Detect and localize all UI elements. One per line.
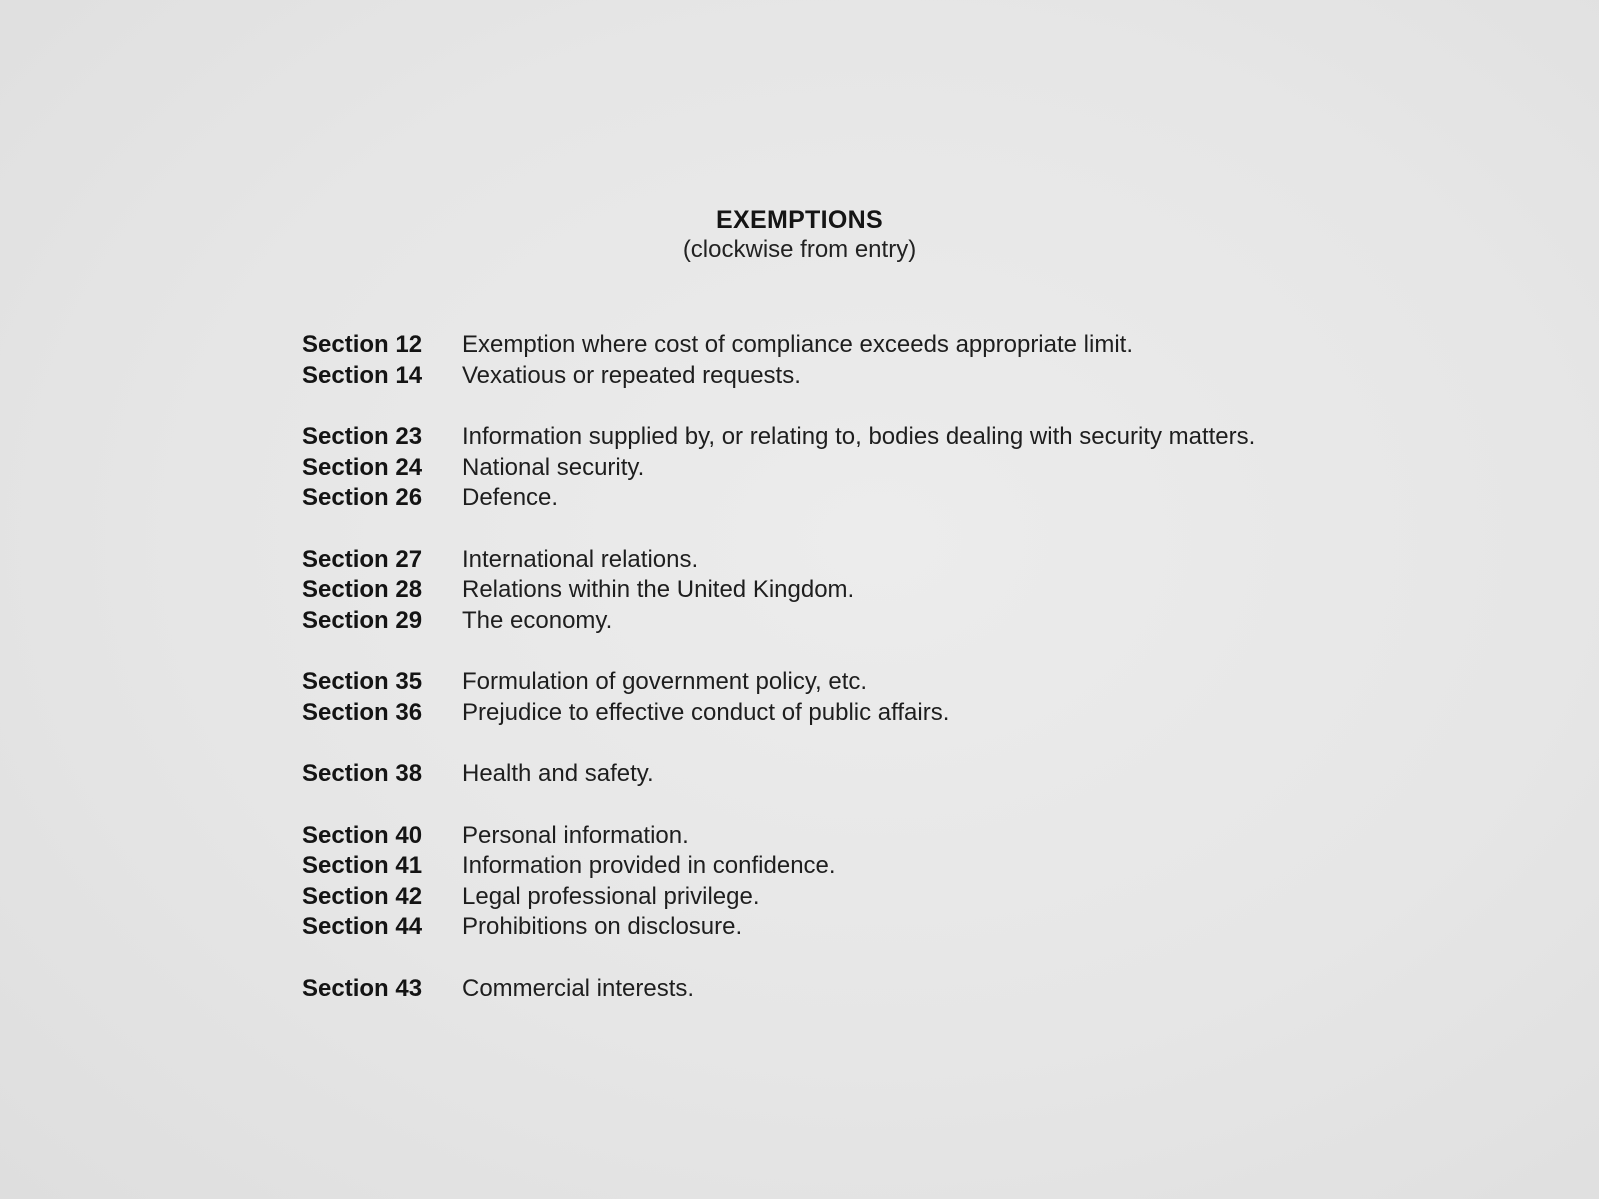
exemption-group	[302, 422, 1402, 514]
section-number: Section 38	[302, 760, 423, 788]
exemption-row	[302, 606, 1402, 637]
exemption-row	[302, 851, 1402, 882]
section-description: Information provided in confidence.	[462, 852, 836, 880]
section-number: Section 35	[302, 668, 423, 696]
section-number: Section 41	[302, 852, 423, 880]
exemption-row	[302, 912, 1402, 943]
section-description: Vexatious or repeated requests.	[462, 361, 801, 389]
heading-block	[0, 205, 1599, 265]
section-number: Section 24	[302, 453, 423, 481]
section-number: Section 44	[302, 913, 423, 941]
section-number: Section 14	[302, 361, 423, 389]
section-description: Health and safety.	[462, 760, 654, 788]
section-description: Personal information.	[462, 821, 689, 849]
exemption-group	[302, 545, 1402, 637]
page-title: EXEMPTIONS	[716, 206, 883, 234]
exemption-group	[302, 974, 1402, 1005]
exemption-row	[302, 759, 1402, 790]
section-number: Section 29	[302, 606, 423, 634]
section-description: International relations.	[462, 545, 699, 573]
exemption-row	[302, 545, 1402, 576]
exemption-group	[302, 759, 1402, 790]
page-subtitle: (clockwise from entry)	[682, 236, 917, 263]
exemption-row	[302, 361, 1402, 392]
section-description: Relations within the United Kingdom.	[462, 576, 855, 604]
exemptions-list	[302, 330, 1402, 1035]
section-description: Commercial interests.	[462, 974, 695, 1002]
section-description: Information supplied by, or relating to, bodies dealing with security matters.	[462, 423, 1256, 451]
exemption-row	[302, 821, 1402, 852]
section-number: Section 36	[302, 698, 423, 726]
exemption-group	[302, 667, 1402, 728]
section-description: Legal professional privilege.	[462, 882, 760, 910]
section-description: Prejudice to effective conduct of public affairs.	[462, 698, 950, 726]
exemption-row	[302, 422, 1402, 453]
section-description: Exemption where cost of compliance exceeds appropriate limit.	[462, 331, 1133, 359]
exemption-row	[302, 575, 1402, 606]
section-number: Section 26	[302, 484, 423, 512]
section-number: Section 28	[302, 576, 423, 604]
section-description: Defence.	[462, 484, 559, 512]
exemption-row	[302, 698, 1402, 729]
section-number: Section 12	[302, 331, 423, 359]
exemption-row	[302, 667, 1402, 698]
exemption-group	[302, 330, 1402, 391]
section-number: Section 23	[302, 423, 423, 451]
section-description: National security.	[462, 453, 645, 481]
exemption-row	[302, 974, 1402, 1005]
section-description: Formulation of government policy, etc.	[462, 668, 868, 696]
exemption-row	[302, 882, 1402, 913]
section-number: Section 43	[302, 974, 423, 1002]
section-description: The economy.	[462, 606, 613, 634]
exemption-group	[302, 821, 1402, 943]
section-number: Section 40	[302, 821, 423, 849]
section-description: Prohibitions on disclosure.	[462, 913, 743, 941]
exemption-row	[302, 330, 1402, 361]
exemption-row	[302, 483, 1402, 514]
exemption-row	[302, 453, 1402, 484]
section-number: Section 27	[302, 545, 423, 573]
section-number: Section 42	[302, 882, 423, 910]
